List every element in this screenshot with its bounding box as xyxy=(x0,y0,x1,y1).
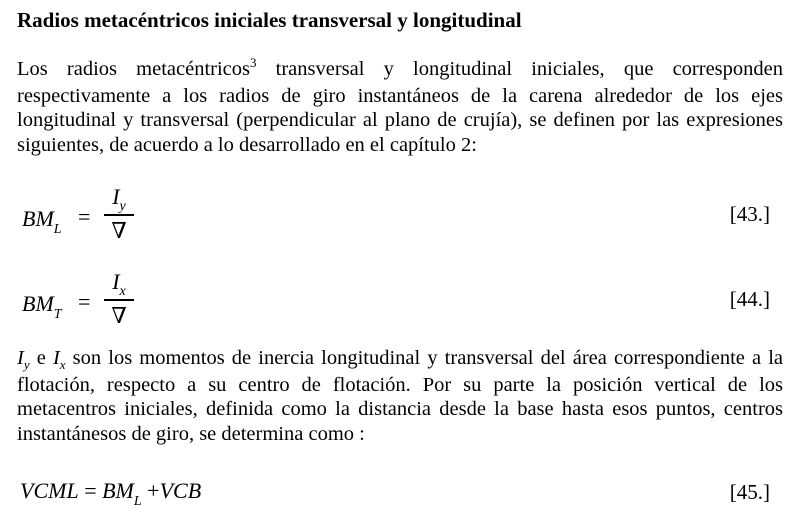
intro-text-start: Los radios metacéntricos xyxy=(17,58,250,80)
equation-45: VCML = $BM_L +VCB$ xyxy=(20,478,202,509)
equation-number-44: [44.] xyxy=(729,287,770,311)
eq43-numerator: $I_y$ xyxy=(112,184,126,214)
equation-number-43: [43.] xyxy=(729,202,770,226)
eq44-fraction xyxy=(104,269,134,329)
eq43-fraction xyxy=(104,184,134,244)
eq44-lhs: $BM_T$ xyxy=(22,291,62,322)
equation-number-45: [45.] xyxy=(729,480,770,504)
eq43-fraction-bar xyxy=(104,214,134,216)
body-text: son los momentos de inercia longitudinal y transversal del área correspondiente a la flotación, respecto a su centro de flotación. Por su parte la posición vertical de los metacentros iniciales, definida como la distancia desde la base hasta esos puntos, centros instantánesos de giro, se determina como : xyxy=(17,347,783,445)
var-iy: $I_y$ xyxy=(17,347,30,372)
eq44-numerator: $I_x$ xyxy=(112,269,126,299)
eq44-equals: = xyxy=(78,289,91,314)
eq43-equals: = xyxy=(78,204,91,229)
intro-paragraph xyxy=(17,57,783,157)
body-paragraph: $I_y$ e $I_x$ son los momentos de inercia longitudinal y transversal del área correspondiente a la flotación, respecto a su centro de flotación. Por su parte la posición vertical de los metacentros iniciales, definida como la distancia desde la base hasta esos puntos, centros instantánesos de giro, se determina como : xyxy=(17,347,783,445)
eq44-fraction-bar xyxy=(104,299,134,301)
footnote-ref: 3 xyxy=(250,55,257,70)
var-ix: $I_x$ xyxy=(52,347,66,372)
eq43-lhs: $BM_L$ xyxy=(22,206,62,237)
eq44-denominator: ∇ xyxy=(111,302,127,328)
eq43-denominator: ∇ xyxy=(111,217,127,243)
intro-text-rest: transversal y longitudinal iniciales, que corresponden respectivamente a los radios de giro instantáneos de la carena alrededor de los ejes longitudinal y transversal (perpendicular al plano de crujía), se definen por las expresiones siguientes, de acuerdo a lo desarrollado en el capítulo 2: xyxy=(17,58,783,156)
section-heading: Radios metacéntricos iniciales transversal y longitudinal xyxy=(17,8,522,32)
